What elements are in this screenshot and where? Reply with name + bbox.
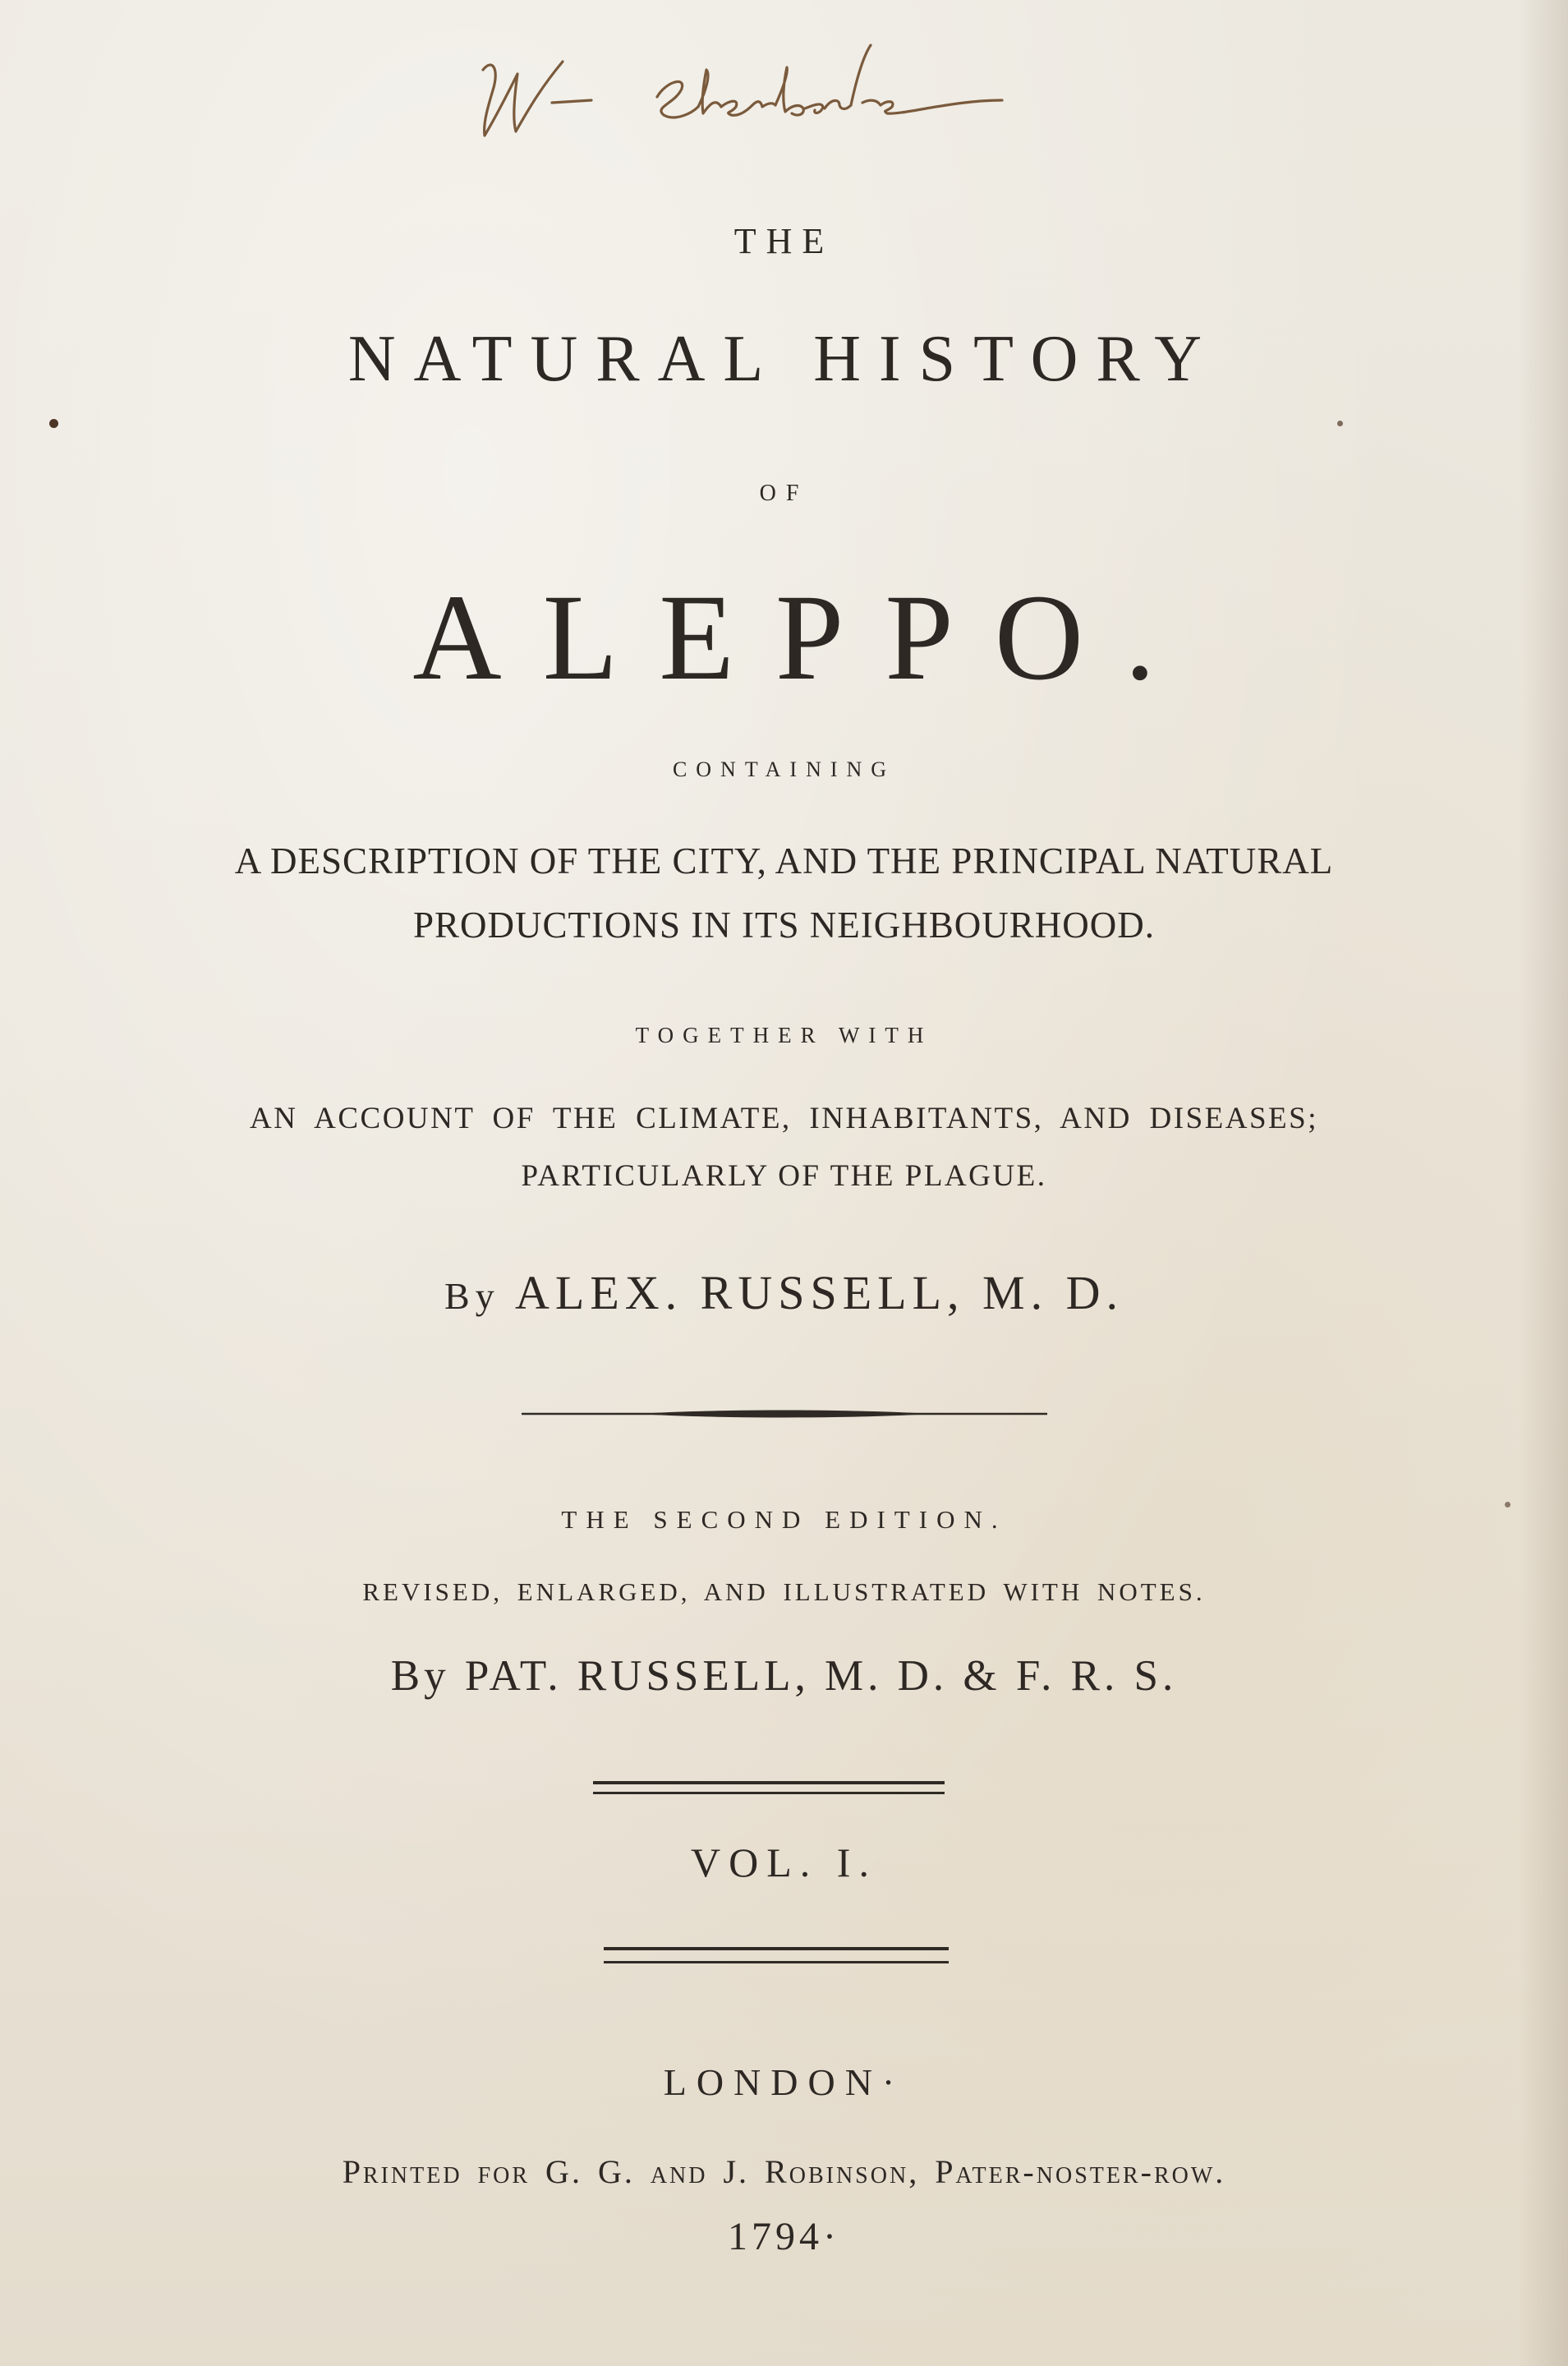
rule-line bbox=[593, 1781, 945, 1784]
imprint-city: LONDON· bbox=[663, 2061, 905, 2103]
account-line-1: AN ACCOUNT OF THE CLIMATE, INHABITANTS, AND DISEASES; bbox=[249, 1102, 1319, 1135]
account-line-2: PARTICULARLY OF THE PLAGUE. bbox=[521, 1159, 1047, 1193]
editor-credit bbox=[0, 1651, 1568, 1701]
double-rule-bottom bbox=[604, 1947, 949, 1963]
title-natural-history: NATURAL HISTORY bbox=[347, 323, 1221, 395]
title-the: THE bbox=[733, 221, 835, 261]
imprint-printer: Printed for G. G. and J. Robinson, Pater-noster-row. bbox=[342, 2153, 1226, 2190]
revised-label: REVISED, ENLARGED, AND ILLUSTRATED WITH NOTES. bbox=[362, 1577, 1206, 1606]
ornamental-rule bbox=[522, 1408, 1047, 1420]
ink-spot bbox=[1505, 1502, 1511, 1508]
rule-line bbox=[604, 1947, 949, 1950]
author-by: By bbox=[444, 1275, 500, 1317]
editor-name: PAT. RUSSELL, M. D. & F. R. S. bbox=[464, 1652, 1178, 1700]
containing-label: CONTAINING bbox=[672, 757, 896, 781]
ink-spot bbox=[1337, 421, 1343, 426]
editor-by: By bbox=[390, 1652, 450, 1700]
rule-line bbox=[593, 1792, 945, 1794]
author-credit bbox=[0, 1265, 1568, 1320]
rule-line bbox=[604, 1961, 949, 1963]
description-line-1: A DESCRIPTION OF THE CITY, AND THE PRINCIPAL NATURAL bbox=[234, 840, 1334, 881]
volume-label: VOL. I. bbox=[691, 1839, 877, 1885]
ink-spot bbox=[49, 419, 58, 428]
double-rule-top bbox=[593, 1781, 945, 1794]
title-of: OF bbox=[759, 481, 809, 506]
description-line-2: PRODUCTIONS IN ITS NEIGHBOURHOOD. bbox=[412, 905, 1155, 946]
title-aleppo: ALEPPO. bbox=[412, 569, 1197, 706]
edition-label: THE SECOND EDITION. bbox=[561, 1505, 1007, 1534]
handwritten-signature bbox=[460, 25, 1035, 148]
imprint-year: 1794· bbox=[728, 2215, 840, 2258]
together-with-label: TOGETHER WITH bbox=[635, 1023, 933, 1047]
author-name: ALEX. RUSSELL, M. D. bbox=[515, 1266, 1124, 1319]
